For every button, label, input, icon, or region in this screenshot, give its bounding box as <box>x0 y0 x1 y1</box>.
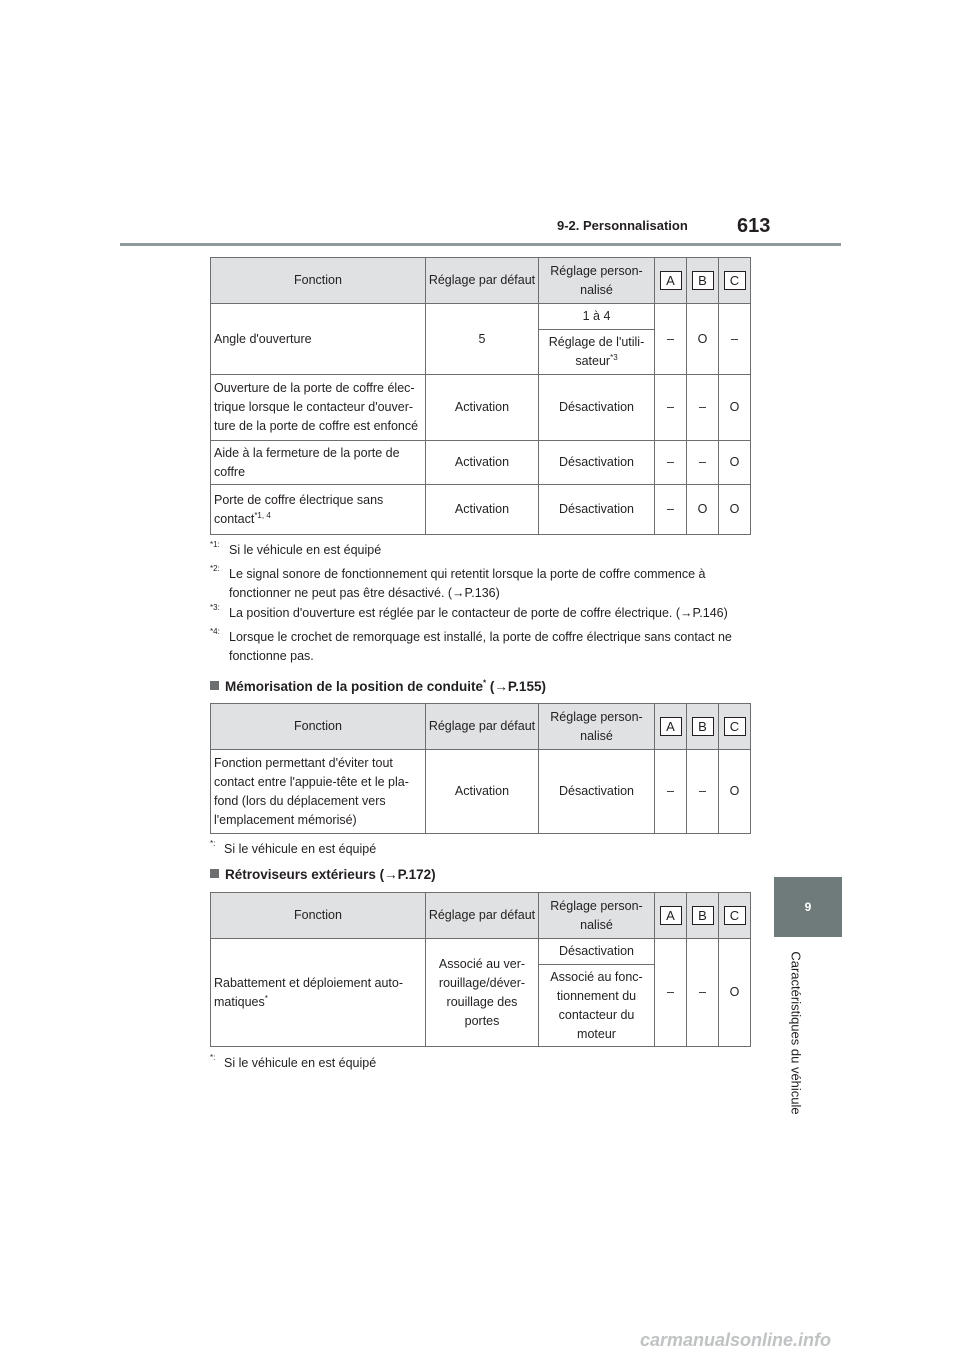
footnote: *4: <box>210 626 220 636</box>
header-fonction: Fonction <box>211 258 426 304</box>
cell-fonction: Rabattement et déploiement auto-matiques* <box>211 939 426 1047</box>
table-row <box>211 750 751 834</box>
header-reglage-defaut: Réglage par défaut <box>426 258 539 304</box>
cell-c: O <box>719 750 751 834</box>
page-number: 613 <box>737 215 771 237</box>
footnote-text: fonctionne pas. <box>229 649 314 663</box>
cell-b: – <box>687 939 719 1047</box>
cell-fonction: Porte de coffre électrique sans contact$^{*1, 4}$ <box>211 485 426 535</box>
cell-a: – <box>655 441 687 485</box>
header-col-c: C <box>719 893 751 939</box>
section-title: Rétroviseurs extérieurs (→P.172) <box>210 867 436 882</box>
cell-c: O <box>719 485 751 535</box>
table-row <box>211 375 751 441</box>
header-reglage-defaut: Réglage par défaut <box>426 704 539 750</box>
cell-perso: Désactivation <box>539 939 655 965</box>
cell-a: – <box>655 750 687 834</box>
table-row <box>211 485 751 535</box>
header-fonction: Fonction <box>211 893 426 939</box>
footnote: *3: <box>210 602 220 612</box>
header-col-a: A <box>655 258 687 304</box>
footnote-text: Lorsque le crochet de remorquage est installé, la porte de coffre électrique sans contact ne <box>229 630 732 644</box>
cell-defaut: 5 <box>426 304 539 375</box>
cell-perso: 1 à 4 <box>539 304 655 330</box>
cell-b: O <box>687 485 719 535</box>
cell-perso: Associé au fonc-tionnement du contacteur du moteur <box>539 965 655 1047</box>
chapter-label <box>786 945 806 1120</box>
header-reglage-defaut: Réglage par défaut <box>426 893 539 939</box>
footnote-text: Le signal sonore de fonctionnement qui retentit lorsque la porte de coffre commence à <box>229 567 706 581</box>
cell-b: – <box>687 750 719 834</box>
footnote-text: Si le véhicule en est équipé <box>224 842 377 856</box>
footnote: *: <box>210 1052 216 1062</box>
cell-fonction: Angle d'ouverture <box>211 304 426 375</box>
footnote-text: fonctionner ne peut pas être désactivé. (→P.136) <box>229 586 500 600</box>
cell-a: – <box>655 939 687 1047</box>
watermark: carmanualsonline.info <box>640 1330 832 1350</box>
cell-perso: Réglage de l'utili-sateur$^{*3}$ <box>539 330 655 375</box>
chapter-tab[interactable] <box>774 877 842 937</box>
bullet-square-icon <box>210 681 219 690</box>
section-header: 9-2. Personnalisation <box>557 218 688 233</box>
header-col-b: B <box>687 258 719 304</box>
header-reglage-perso: Réglage person-nalisé <box>539 893 655 939</box>
header-reglage-perso: Réglage person-nalisé <box>539 258 655 304</box>
cell-defaut: Activation <box>426 441 539 485</box>
table-row <box>211 441 751 485</box>
chapter-label-text: Caractéristiques du véhicule <box>788 950 804 1115</box>
chapter-number: 9 <box>804 900 812 914</box>
cell-b: O <box>687 304 719 375</box>
header-col-a: A <box>655 893 687 939</box>
table-memorisation <box>210 703 751 834</box>
header-reglage-perso: Réglage person-nalisé <box>539 704 655 750</box>
table-hayon <box>210 257 751 535</box>
cell-defaut: Associé au ver-rouillage/déver-rouillage des portes <box>426 939 539 1047</box>
footnote-text: Si le véhicule en est équipé <box>229 543 382 557</box>
cell-defaut: Activation <box>426 750 539 834</box>
cell-c: O <box>719 939 751 1047</box>
cell-defaut: Activation <box>426 485 539 535</box>
cell-a: – <box>655 485 687 535</box>
cell-fonction: Fonction permettant d'éviter tout contact entre l'appuie-tête et le pla-fond (lors du déplacement vers l'emplacement mémorisé) <box>211 750 426 834</box>
cell-b: – <box>687 375 719 441</box>
cell-c: O <box>719 441 751 485</box>
cell-defaut: Activation <box>426 375 539 441</box>
header-col-b: B <box>687 704 719 750</box>
cell-perso: Désactivation <box>539 485 655 535</box>
section-title: Mémorisation de la position de conduite* (→P.155) <box>210 679 546 694</box>
table-row <box>211 939 751 965</box>
footnote: *1: <box>210 539 220 549</box>
cell-perso: Désactivation <box>539 441 655 485</box>
footnote-text: Si le véhicule en est équipé <box>224 1056 377 1070</box>
cell-fonction: Ouverture de la porte de coffre élec-trique lorsque le contacteur d'ouver-ture de la porte de coffre est enfoncé <box>211 375 426 441</box>
cell-a: – <box>655 375 687 441</box>
header-rule <box>120 243 841 246</box>
bullet-square-icon <box>210 869 219 878</box>
footnote: *2: <box>210 563 220 573</box>
cell-a: – <box>655 304 687 375</box>
table-retroviseurs <box>210 892 751 1047</box>
cell-perso: Désactivation <box>539 375 655 441</box>
header-col-c: C <box>719 258 751 304</box>
footnote-text: La position d'ouverture est réglée par le contacteur de porte de coffre électrique. (→P.146) <box>229 606 728 620</box>
cell-perso: Désactivation <box>539 750 655 834</box>
header-fonction: Fonction <box>211 704 426 750</box>
table-row <box>211 304 751 330</box>
cell-b: – <box>687 441 719 485</box>
cell-fonction: Aide à la fermeture de la porte de coffre <box>211 441 426 485</box>
cell-c: – <box>719 304 751 375</box>
footnote: *: <box>210 838 216 848</box>
header-col-b: B <box>687 893 719 939</box>
header-col-c: C <box>719 704 751 750</box>
header-col-a: A <box>655 704 687 750</box>
cell-c: O <box>719 375 751 441</box>
